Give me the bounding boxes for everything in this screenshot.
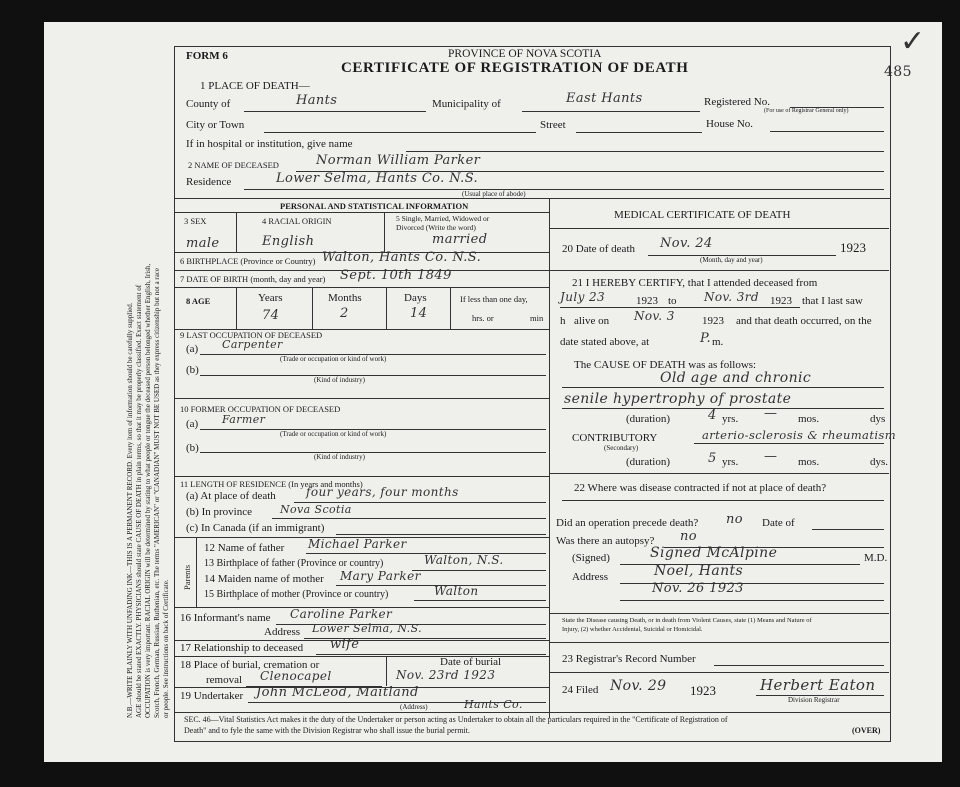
division-registrar-label: Division Registrar: [788, 696, 840, 704]
dys-label-1: dys: [870, 413, 886, 425]
md-label: M.D.: [864, 552, 888, 564]
undertaker-label: 19 Undertaker: [180, 690, 244, 702]
alive-on-year: 1923: [702, 315, 724, 327]
registrar-signature: Herbert Eaton: [760, 676, 876, 694]
length-of-residence-heading: 11 LENGTH OF RESIDENCE (In years and months): [180, 479, 363, 489]
residence-label: Residence: [186, 176, 232, 188]
alive-on-value: Nov. 3: [634, 309, 675, 323]
notice-line-1: N.B.—WRITE PLAINLY WITH UNFADING INK—THIS IS A PERMANENT RECORD. Every item of information should be carefully supplied.: [126, 302, 134, 718]
m-label: m.: [712, 336, 724, 348]
cause-label: The CAUSE OF DEATH was as follows:: [574, 359, 757, 371]
mos-label-1: mos.: [798, 413, 820, 425]
racial-origin-value: English: [262, 234, 315, 249]
attended-from-value: July 23: [560, 290, 606, 304]
hrs-label: hrs. or: [472, 313, 494, 323]
operation-date-label: Date of: [762, 517, 795, 529]
operation-label: Did an operation precede death?: [556, 517, 699, 529]
age-months-value: 2: [340, 306, 349, 321]
age-years-value: 74: [262, 308, 280, 323]
former-occ-a-value: Farmer: [222, 413, 266, 426]
death-year-value: 1923: [840, 240, 866, 255]
signed-label: (Signed): [572, 552, 610, 564]
less-than-day-label: If less than one day,: [460, 294, 528, 304]
age-label: 8 AGE: [186, 296, 211, 306]
street-label: Street: [540, 119, 566, 131]
sex-label: 3 SEX: [184, 216, 207, 226]
duration-2-months: —: [764, 449, 778, 464]
cause-line-2: senile hypertrophy of prostate: [564, 391, 792, 407]
last-occupation-heading: 9 LAST OCCUPATION OF DECEASED: [180, 330, 323, 340]
age-days-value: 14: [410, 306, 428, 321]
province-label: PROVINCE OF NOVA SCOTIA: [448, 48, 602, 60]
deceased-name-value: Norman William Parker: [316, 153, 481, 168]
municipality-value: East Hants: [566, 91, 643, 106]
registered-no-label: Registered No.: [704, 96, 770, 108]
municipality-label: Municipality of: [432, 98, 501, 110]
certify-label: 21 I HEREBY CERTIFY, that I attended deceased from: [572, 277, 818, 289]
duration-1-months: —: [764, 406, 778, 421]
h-label: h: [560, 315, 566, 327]
birth-date-label: 7 DATE OF BIRTH (month, day and year): [180, 274, 326, 284]
former-occ-b-note: (Kind of industry): [314, 453, 365, 461]
death-date-label: 20 Date of death: [562, 243, 635, 255]
notice-line-5: or people. See instructions on back of Certificate.: [162, 579, 170, 718]
former-occ-b: (b): [186, 442, 199, 454]
racial-origin-label: 4 RACIAL ORIGIN: [262, 216, 332, 226]
parents-side-label: Parents: [182, 564, 192, 590]
check-mark: ✓: [900, 24, 926, 59]
operation-value: no: [726, 512, 743, 527]
birthplace-label: 6 BIRTHPLACE (Province or Country): [180, 256, 316, 266]
mother-birthplace-label: 15 Birthplace of mother (Province or country): [204, 589, 389, 600]
birth-date-value: Sept. 10th 1849: [340, 268, 452, 283]
father-birthplace-value: Walton, N.S.: [424, 553, 504, 567]
occurred-label: and that death occurred, on the: [736, 315, 872, 327]
q22-label: 22 Where was disease contracted if not at place of death?: [574, 482, 827, 494]
form-number: FORM 6: [186, 50, 228, 62]
last-saw-label: that I last saw: [802, 295, 863, 307]
informant-name-label: 16 Informant's name: [180, 612, 271, 624]
registrar-record-label: 23 Registrar's Record Number: [562, 653, 696, 665]
contributory-label: CONTRIBUTORY: [572, 432, 658, 444]
informant-address-label: Address: [264, 626, 301, 638]
medical-heading: MEDICAL CERTIFICATE OF DEATH: [614, 209, 791, 221]
burial-date-label: Date of burial: [440, 656, 502, 668]
residence-a-value: four years, four months: [306, 485, 459, 499]
yrs-label-1: yrs.: [722, 413, 739, 425]
notice-line-2: AGE should be stated EXACTLY. PHYSICIANS should state CAUSE OF DEATH in plain terms, so that it may be properly classified. Exact statement of: [135, 284, 143, 718]
filed-year-value: 1923: [690, 683, 716, 698]
contributory-value: arterio-sclerosis & rheumatism: [702, 428, 897, 442]
father-value: Michael Parker: [308, 537, 407, 551]
burial-place-label-1: 18 Place of burial, cremation or: [180, 659, 320, 671]
marital-label-1: 5 Single, Married, Widowed or: [396, 214, 490, 223]
former-occ-a-note: (Trade or occupation or kind of work): [280, 430, 387, 438]
duration-label-2: (duration): [626, 456, 670, 468]
autopsy-value: no: [680, 529, 697, 544]
death-date-note: (Month, day and year): [700, 256, 763, 264]
notice-line-4: Scotch, French, German, Russian, Ruthenian, etc. The terms "AMERICAN" or "CANADIAN" MUST NOT BE USED as they express citizenship but not a race: [153, 267, 161, 718]
undertaker-value: John McLeod, Maitland: [256, 685, 419, 700]
notice-line-3: OCCUPATION is very important. RACIAL ORIGIN will be determined by stating to what people or tongue the deceased person belonged whether English, Irish,: [144, 263, 152, 718]
duration-label-1: (duration): [626, 413, 670, 425]
last-occ-a-value: Carpenter: [222, 338, 283, 351]
footer-line-2: Death" and to fyle the same with the Division Registrar who shall issue the burial permit.: [184, 726, 470, 735]
marital-value: married: [432, 232, 488, 247]
relationship-label: 17 Relationship to deceased: [180, 642, 304, 654]
residence-c-label: (c) In Canada (if an immigrant): [186, 522, 325, 534]
personal-heading: PERSONAL AND STATISTICAL INFORMATION: [280, 201, 469, 211]
burial-place-label-2: removal: [206, 674, 243, 686]
mother-label: 14 Maiden name of mother: [204, 573, 324, 585]
violent-note-1: State the Disease causing Death, or in death from Violent Causes, state (1) Means and Nature of: [562, 617, 812, 624]
date-stated-label: date stated above, at: [560, 336, 650, 348]
duration-1-years: 4: [708, 408, 717, 423]
former-occupation-heading: 10 FORMER OCCUPATION OF DECEASED: [180, 404, 341, 414]
hospital-label: If in hospital or institution, give name: [186, 138, 353, 150]
physician-address-value: Noel, Hants: [654, 563, 744, 579]
registered-no-note: (For use of Registrar General only): [764, 108, 849, 114]
mother-birthplace-value: Walton: [434, 584, 479, 598]
months-label: Months: [328, 292, 362, 304]
last-occ-a: (a): [186, 343, 199, 355]
sex-value: male: [186, 236, 220, 251]
burial-place-value: Clenocapel: [260, 669, 332, 683]
dys-label-2: dys.: [870, 456, 889, 468]
last-occ-a-note: (Trade or occupation or kind of work): [280, 355, 387, 363]
city-label: City or Town: [186, 119, 245, 131]
county-label: County of: [186, 98, 231, 110]
house-no-label: House No.: [706, 118, 754, 130]
mos-label-2: mos.: [798, 456, 820, 468]
former-occ-a: (a): [186, 418, 199, 430]
cause-line-1: Old age and chronic: [660, 370, 812, 386]
yrs-label-2: yrs.: [722, 456, 739, 468]
certificate-number: 485: [884, 64, 912, 80]
physician-signature: Signed McAlpine: [650, 545, 778, 561]
informant-address-value: Lower Selma, N.S.: [312, 622, 423, 635]
alive-on-label: alive on: [574, 315, 610, 327]
certificate-title: CERTIFICATE OF REGISTRATION OF DEATH: [341, 60, 689, 76]
father-label: 12 Name of father: [204, 542, 285, 554]
father-birthplace-label: 13 Birthplace of father (Province or country): [204, 558, 384, 569]
mother-value: Mary Parker: [340, 569, 421, 583]
days-label: Days: [404, 292, 427, 304]
physician-address-label: Address: [572, 571, 609, 583]
last-occ-b: (b): [186, 364, 199, 376]
min-label: min: [530, 313, 544, 323]
county-value: Hants: [296, 93, 338, 108]
years-label: Years: [258, 292, 283, 304]
filed-label: 24 Filed: [562, 684, 599, 696]
residence-b-label: (b) In province: [186, 506, 252, 518]
attended-to-value: Nov. 3rd: [704, 290, 759, 304]
violent-note-2: Injury, (2) whether Accidental, Suicidal or Homicidal.: [562, 626, 703, 633]
death-time-value: P.: [700, 331, 712, 346]
birthplace-value: Walton, Hants Co. N.S.: [322, 250, 482, 265]
undertaker-address-note: (Address): [400, 703, 428, 711]
attended-from-year: 1923: [636, 295, 658, 307]
death-date-value: Nov. 24: [660, 236, 713, 251]
undertaker-address-value: Hants Co.: [464, 698, 523, 711]
marital-label-2: Divorced (Write the word): [396, 223, 476, 232]
duration-2-years: 5: [708, 451, 717, 466]
autopsy-label: Was there an autopsy?: [556, 535, 655, 547]
over-label: (OVER): [852, 726, 881, 735]
residence-note: (Usual place of abode): [462, 190, 526, 198]
residence-value: Lower Selma, Hants Co. N.S.: [276, 171, 479, 186]
attended-to-year: 1923: [770, 295, 792, 307]
residence-b-value: Nova Scotia: [280, 503, 352, 516]
filed-date-value: Nov. 29: [610, 678, 667, 694]
informant-name-value: Caroline Parker: [290, 607, 393, 621]
secondary-label: (Secondary): [604, 444, 639, 452]
residence-a-label: (a) At place of death: [186, 490, 276, 502]
deceased-name-label: 2 NAME OF DECEASED: [188, 160, 279, 170]
footer-line-1: SEC. 46—Vital Statistics Act makes it the duty of the Undertaker or person acting as Undertaker to obtain all the particulars required in the "Certificate of Registration of: [184, 715, 728, 724]
burial-date-value: Nov. 23rd 1923: [396, 668, 496, 682]
last-occ-b-note: (Kind of industry): [314, 376, 365, 384]
certificate-date-value: Nov. 26 1923: [652, 581, 744, 596]
relationship-value: wife: [330, 637, 360, 652]
to-label: to: [668, 295, 677, 307]
place-of-death-heading: 1 PLACE OF DEATH—: [200, 80, 310, 92]
